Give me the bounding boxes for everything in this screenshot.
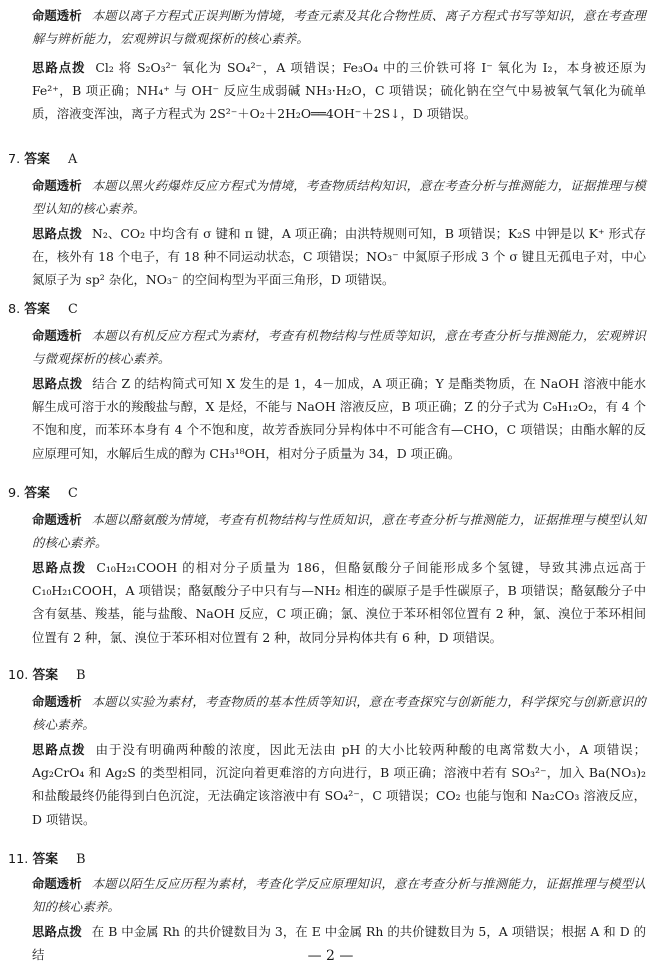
answer-9 — [8, 484, 78, 504]
analysis-7 — [32, 174, 646, 220]
solution-6 — [32, 56, 646, 126]
block-label: 命题透析 — [32, 8, 82, 23]
answer-label: 答案 — [32, 668, 59, 683]
answer-value: C — [67, 486, 78, 501]
block-label: 思路点拨 — [32, 560, 87, 575]
block-label: 命题透析 — [32, 694, 82, 709]
block-label: 思路点拨 — [32, 924, 82, 939]
block-label: 命题透析 — [32, 178, 82, 193]
answer-label: 答案 — [24, 302, 50, 317]
solution-9 — [32, 556, 646, 649]
block-label: 命题透析 — [32, 328, 82, 343]
block-text: C₁₀H₂₁COOH 的相对分子质量为 186，但酪氨酸分子间能形成多个氢键，导致其沸点远高于 C₁₀H₂₁COOH，A 项错误；酪氨酸分子中只有与—NH₂ 相连的碳原子是手性碳原子，B 项错误；酪氨酸分子中含有氨基、羧基，能与盐酸、NaOH 反应，C 项正确；氯、溴位于苯环相邻位置有 2 种，氯、溴位于苯环相间位置有 2 种，氯、溴位于苯环相对位置有 2 种，故同分异构体共有 6 种，D 项错误。 — [32, 560, 646, 645]
block-text: 本题以黑火药爆炸反应方程式为情境，考查物质结构知识，意在考查分析与推测能力，证据推理与模型认知的核心素养。 — [32, 178, 646, 217]
block-label: 思路点拨 — [32, 742, 86, 757]
analysis-11 — [32, 872, 646, 918]
question-number: 7. — [8, 152, 21, 167]
block-text: 本题以实验为素材，考查物质的基本性质等知识，意在考查探究与创新能力，科学探究与创新意识的核心素养。 — [32, 694, 646, 733]
block-text: 本题以陌生反应历程为素材，考查化学反应原理知识，意在考查分析与推测能力，证据推理与模型认知的核心素养。 — [32, 876, 646, 915]
answer-11 — [8, 850, 86, 870]
block-text: 由于没有明确两种酸的浓度，因此无法由 pH 的大小比较两种酸的电离常数大小，A 项错误；Ag₂CrO₄ 和 Ag₂S 的类型相同，沉淀向着更难溶的方向进行，B 项正确；溶液中若有 SO₃²⁻，加入 Ba(NO₃)₂ 和盐酸最终仍能得到白色沉淀，无法确定该溶液中有 SO₄²⁻，C 项错误；CO₂ 也能与饱和 Na₂CO₃ 溶液反应，D 项错误。 — [32, 742, 646, 827]
answer-8 — [8, 300, 78, 320]
solution-8 — [32, 372, 646, 465]
block-label: 命题透析 — [32, 512, 82, 527]
block-label: 命题透析 — [32, 876, 82, 891]
analysis-9 — [32, 508, 646, 554]
answer-label: 答案 — [32, 852, 59, 867]
answer-10 — [8, 666, 86, 686]
question-number: 9. — [8, 486, 21, 501]
analysis-8 — [32, 324, 646, 370]
block-text: 结合 Z 的结构简式可知 X 发生的是 1，4－加成，A 项正确；Y 是酯类物质，在 NaOH 溶液中能水解生成可溶于水的羧酸盐与醇，X 是烃，不能与 NaOH 溶液反应，B 项正确；Z 的分子式为 C₉H₁₂O₂，有 4 个不饱和度，而苯环本身有 4 个不饱和度，故芳香族同分异构体中不可能含有—CHO，C 项错误；由酯水解的反应原理可知，水解后生成的醇为 CH₃¹⁸OH，相对分子质量为 34，D 项正确。 — [32, 376, 647, 461]
question-number: 8. — [8, 302, 21, 317]
block-text: 在 B 中金属 Rh 的共价键数目为 3，在 E 中金属 Rh 的共价键数目为 5，A 项错误；根据 A 和 D 的结 — [32, 924, 647, 963]
answer-label: 答案 — [24, 486, 50, 501]
solution-7 — [32, 222, 646, 292]
block-text: N₂、CO₂ 中均含有 σ 键和 π 键，A 项正确；由洪特规则可知，B 项错误；K₂S 中钾是以 K⁺ 形式存在，核外有 18 个电子，有 18 种不同运动状态，C 项错误；NO₃⁻ 中氮原子形成 3 个 σ 键且无孤电子对，中心氮原子为 sp² 杂化，NO₃⁻ 的空间构型为平面三角形，D 项错误。 — [32, 226, 647, 288]
answer-value: C — [67, 302, 78, 317]
block-text: 本题以有机反应方程式为素材，考查有机物结构与性质等知识，意在考查分析与推测能力，宏观辨识与微观探析的核心素养。 — [32, 328, 646, 367]
answer-value: B — [76, 668, 86, 683]
answer-value: B — [76, 852, 86, 867]
page-number: — 2 — — [307, 948, 354, 964]
answer-label: 答案 — [24, 152, 50, 167]
answer-value: A — [67, 152, 78, 167]
analysis-6 — [32, 4, 646, 50]
block-text: 本题以酪氨酸为情境，考查有机物结构与性质知识，意在考查分析与推测能力，证据推理与模型认知的核心素养。 — [32, 512, 646, 551]
question-number: 11. — [8, 852, 29, 867]
analysis-10 — [32, 690, 646, 736]
block-label: 思路点拨 — [32, 60, 86, 75]
block-text: 本题以离子方程式正误判断为情境，考查元素及其化合物性质、离子方程式书写等知识，意在考查理解与辨析能力，宏观辨识与微观探析的核心素养。 — [32, 8, 646, 47]
block-label: 思路点拨 — [32, 376, 83, 391]
block-text: Cl₂ 将 S₂O₃²⁻ 氧化为 SO₄²⁻，A 项错误；Fe₃O₄ 中的三价铁可将 I⁻ 氧化为 I₂，本身被还原为 Fe²⁺，B 项正确；NH₄⁺ 与 OH⁻ 反应生成弱碱 NH₃·H₂O，C 项错误；硫化钠在空气中易被氧气氧化为硫单质，溶液变浑浊，离子方程式为 2S²⁻＋O₂＋2H₂O══4OH⁻＋2S↓，D 项错误。 — [32, 60, 646, 122]
solution-10 — [32, 738, 646, 831]
question-number: 10. — [8, 668, 29, 683]
block-label: 思路点拨 — [32, 226, 83, 241]
answer-7 — [8, 150, 77, 170]
